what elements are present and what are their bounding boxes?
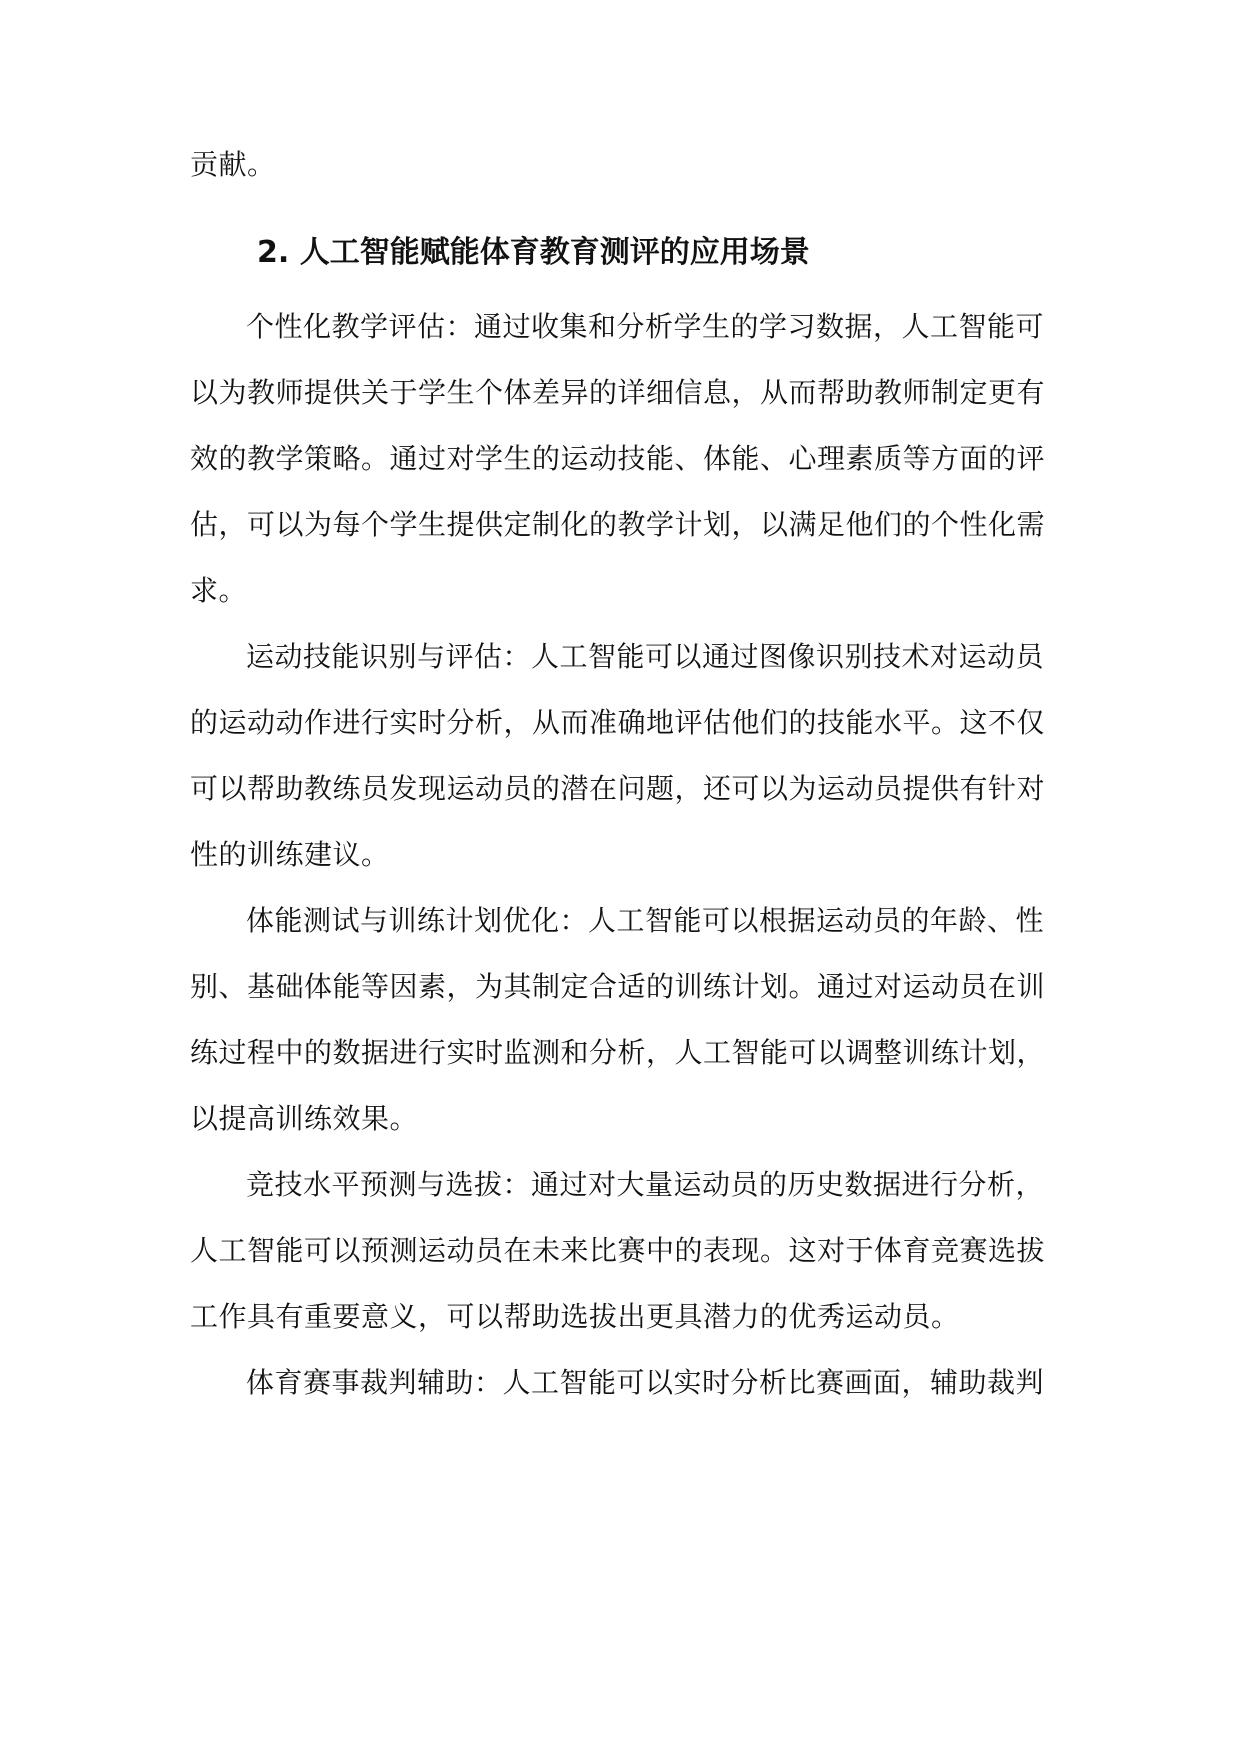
paragraph-line: 的运动动作进行实时分析，从而准确地评估他们的技能水平。这不仅 bbox=[190, 706, 1046, 739]
paragraph-line: 估，可以为每个学生提供定制化的教学计划，以满足他们的个性化需 bbox=[190, 508, 1046, 541]
paragraph-line: 效的教学策略。通过对学生的运动技能、体能、心理素质等方面的评 bbox=[190, 442, 1046, 475]
carryover-text: 贡献。 bbox=[190, 148, 276, 181]
paragraph-line: 求。 bbox=[190, 574, 248, 607]
paragraph-line: 练过程中的数据进行实时监测和分析，人工智能可以调整训练计划， bbox=[190, 1036, 1046, 1069]
paragraph-line: 工作具有重要意义，可以帮助选拔出更具潜力的优秀运动员。 bbox=[190, 1300, 960, 1333]
section-heading: 2. 人工智能赋能体育教育测评的应用场景 bbox=[257, 235, 810, 270]
paragraph-line: 人工智能可以预测运动员在未来比赛中的表现。这对于体育竞赛选拔 bbox=[190, 1234, 1046, 1267]
paragraph-line: 性的训练建议。 bbox=[190, 838, 390, 871]
paragraph-line: 运动技能识别与评估：人工智能可以通过图像识别技术对运动员 bbox=[246, 640, 1045, 673]
paragraph-line: 个性化教学评估：通过收集和分析学生的学习数据，人工智能可 bbox=[246, 310, 1045, 343]
paragraph-line: 体能测试与训练计划优化：人工智能可以根据运动员的年龄、性 bbox=[246, 904, 1045, 937]
paragraph-line: 以提高训练效果。 bbox=[190, 1102, 419, 1135]
paragraph-line: 别、基础体能等因素，为其制定合适的训练计划。通过对运动员在训 bbox=[190, 970, 1046, 1003]
paragraph-line: 竞技水平预测与选拔：通过对大量运动员的历史数据进行分析， bbox=[246, 1168, 1045, 1201]
paragraph-line: 可以帮助教练员发现运动员的潜在问题，还可以为运动员提供有针对 bbox=[190, 772, 1046, 805]
paragraph-line: 以为教师提供关于学生个体差异的详细信息，从而帮助教师制定更有 bbox=[190, 376, 1046, 409]
paragraph-line: 体育赛事裁判辅助：人工智能可以实时分析比赛画面，辅助裁判 bbox=[246, 1366, 1045, 1399]
